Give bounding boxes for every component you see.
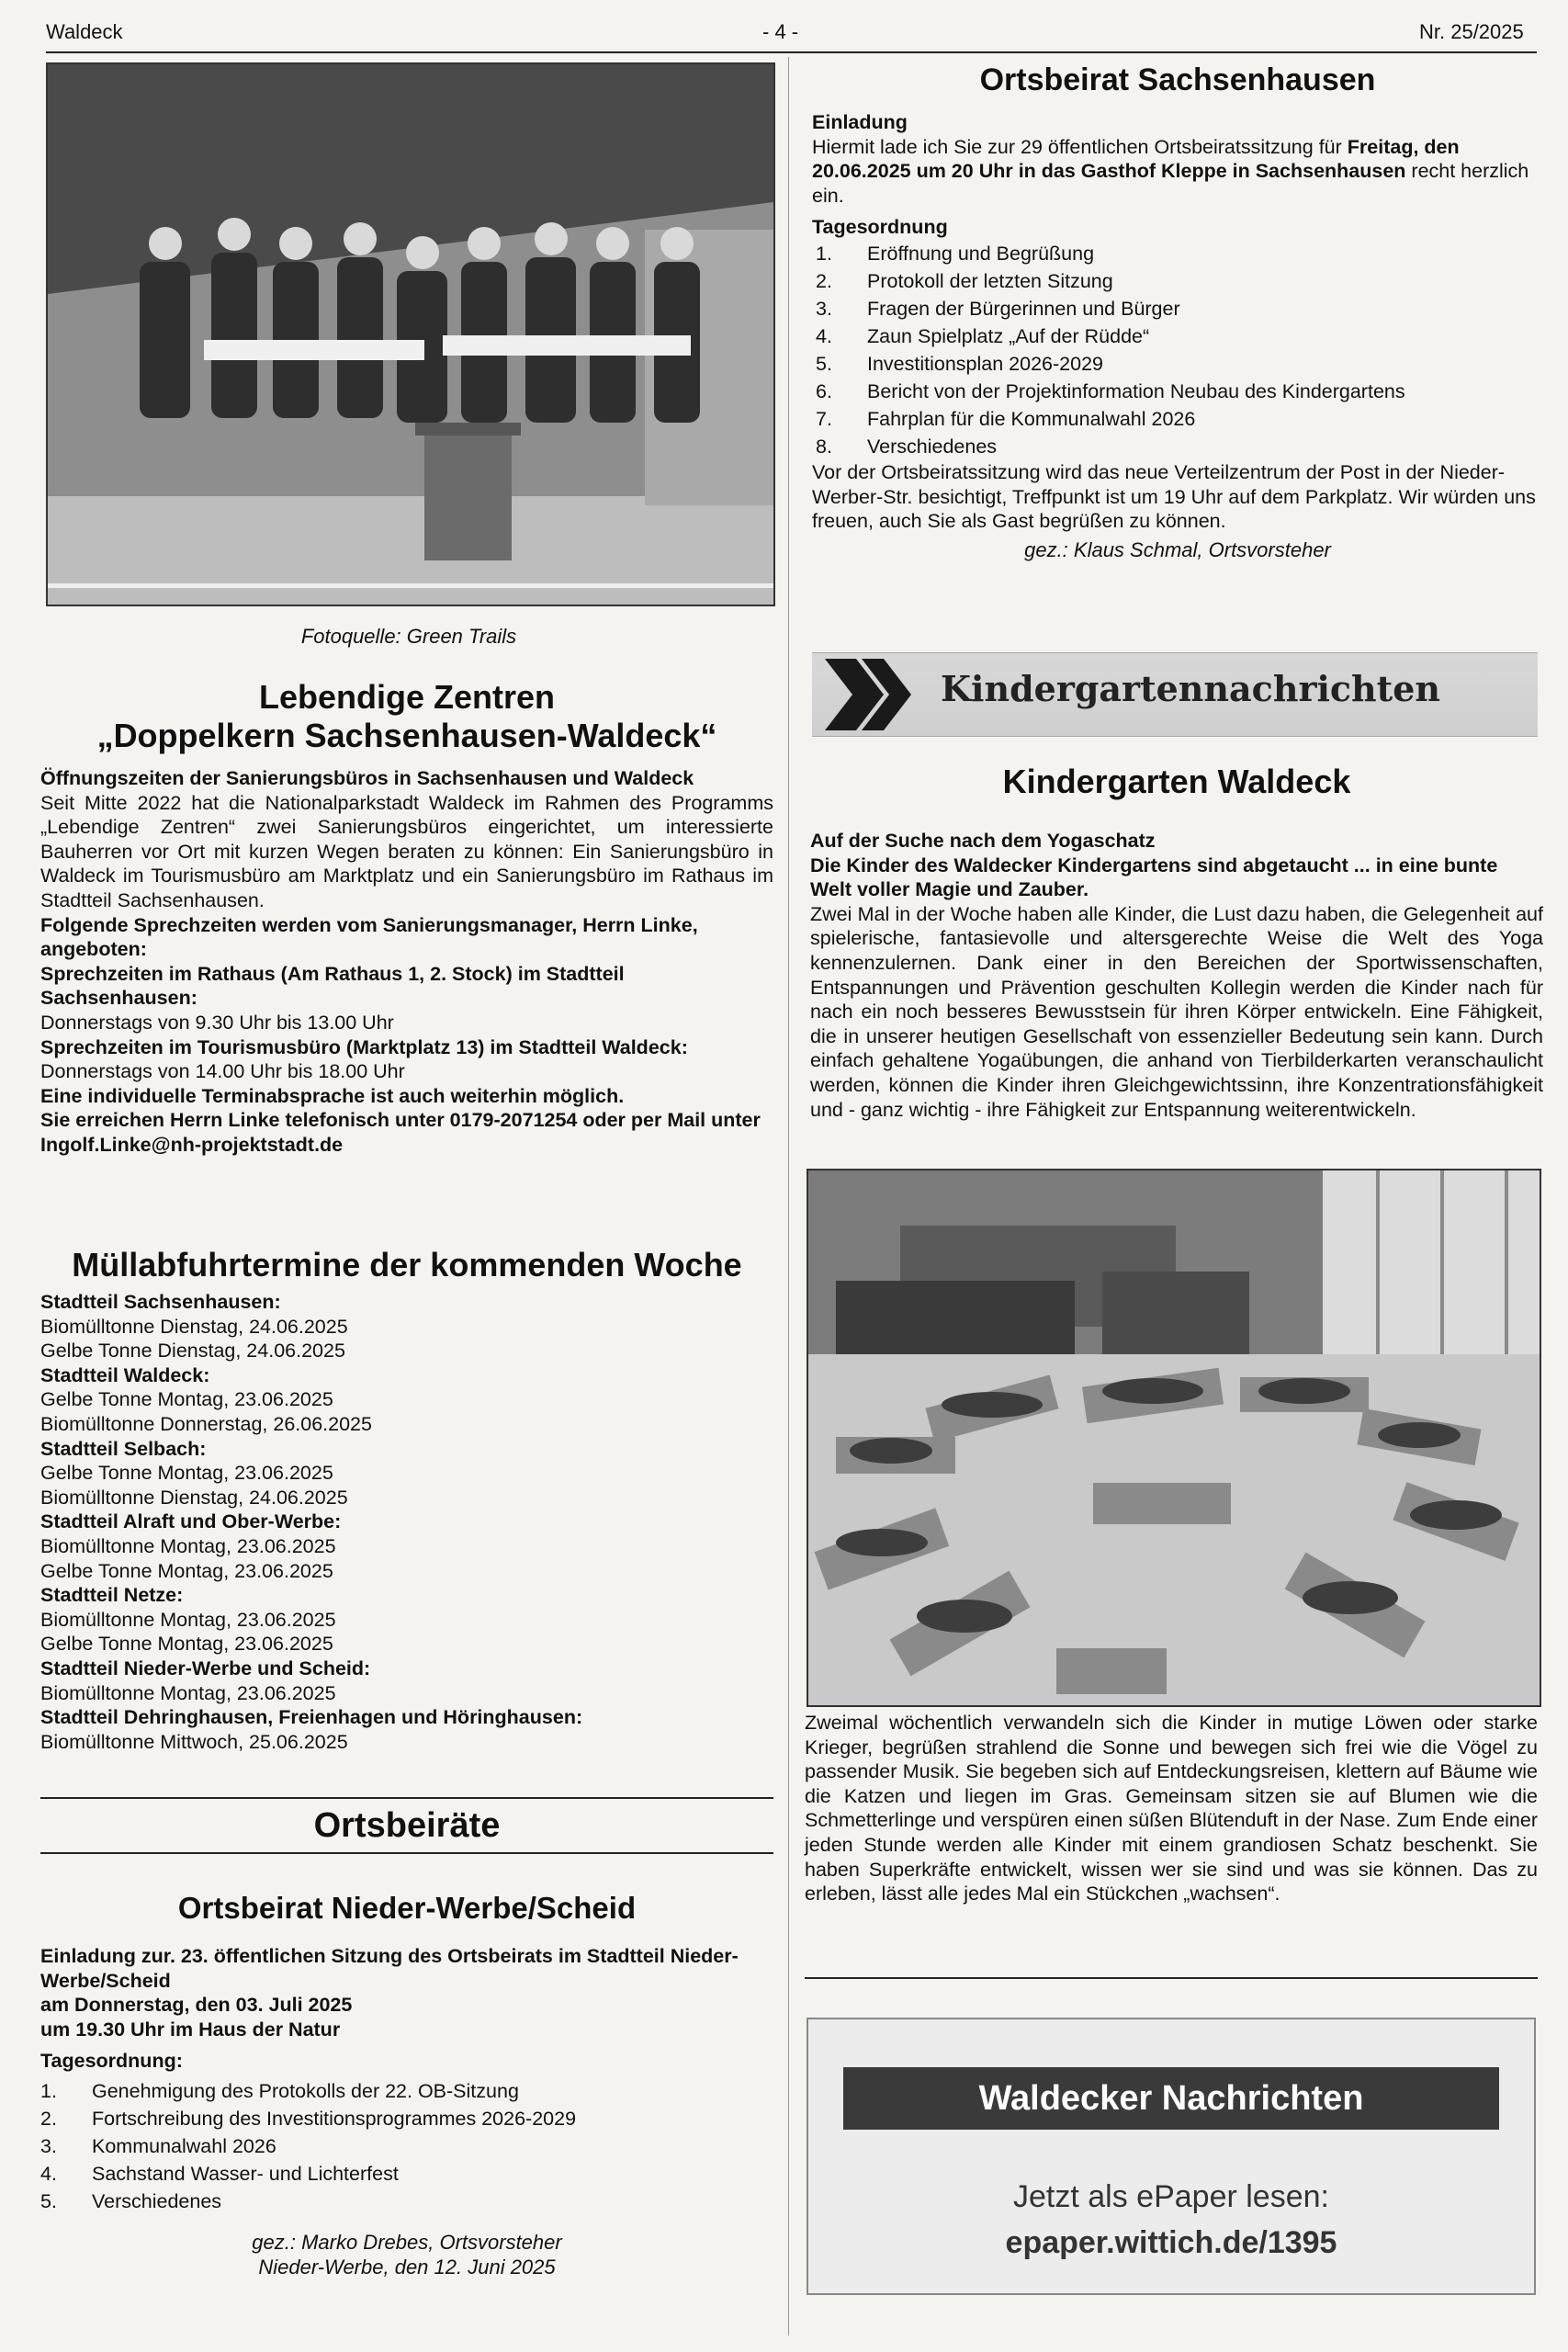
sachsenhausen-agenda-item-number: 5.	[816, 352, 832, 375]
zentren-body: Seit Mitte 2022 hat die Nationalparkstadt Waldeck im Rahmen des Programms „Lebendige Zentren“ zwei Sanierungsbüros eingerichtet, um interessierte Bauherren vor Ort mit kurzen Wegen beraten zu können: Ein Sanierungsbüro in Waldeck im Tourismusbüro am Marktplatz und ein Sanierungsbüro im Rathaus im Stadtteil Sachsenhausen.	[40, 791, 773, 911]
muell-date-line: Gelbe Tonne Montag, 23.06.2025	[40, 1559, 333, 1582]
nw-invite-1: Einladung zur. 23. öffentlichen Sitzung des Ortsbeirats im Stadtteil Nieder-Werbe/Scheid	[40, 1945, 739, 1992]
sachsenhausen-title: Ortsbeirat Sachsenhausen	[979, 62, 1376, 97]
nw-agenda-label: Tagesordnung:	[40, 2050, 183, 2073]
muell-date-line: Gelbe Tonne Montag, 23.06.2025	[40, 1388, 333, 1411]
epaper-advert-line-1: Jetzt als ePaper lesen:	[1013, 2179, 1329, 2214]
sachsenhausen-agenda-item-text: Fragen der Bürgerinnen und Bürger	[867, 297, 1180, 320]
sachsenhausen-agenda-item	[816, 405, 1543, 433]
muell-district-name: Stadtteil Netze:	[40, 1584, 184, 1607]
kindergarten-banner	[812, 652, 1538, 737]
sachsenhausen-agenda-item	[816, 267, 1543, 295]
ortsbeiraete-title: Ortsbeiräte	[313, 1806, 501, 1845]
zentren-contact: Sie erreichen Herrn Linke telefonisch unter 0179-2071254 oder per Mail unter	[40, 1109, 761, 1132]
muell-date-line: Biomülltonne Montag, 23.06.2025	[40, 1681, 336, 1704]
sachsenhausen-agenda-item-number: 1.	[816, 242, 832, 265]
nw-agenda-item	[40, 2105, 773, 2132]
muell-district-name: Stadtteil Alraft und Ober-Werbe:	[40, 1510, 342, 1533]
sachsenhausen-agenda-item-text: Protokoll der letzten Sitzung	[867, 269, 1113, 292]
sachsenhausen-agenda-item-number: 8.	[816, 435, 832, 458]
sachsenhausen-agenda-item-number: 7.	[816, 407, 832, 430]
muell-date-line: Biomülltonne Mittwoch, 25.06.2025	[40, 1730, 348, 1753]
muell-district-name: Stadtteil Dehringhausen, Freienhagen und Höringhausen:	[40, 1706, 583, 1729]
sachsenhausen-agenda-item-text: Verschiedenes	[867, 435, 998, 458]
muell-date-line: Biomülltonne Donnerstag, 26.06.2025	[40, 1412, 372, 1435]
sachsenhausen-agenda-item	[816, 295, 1543, 322]
yoga-image	[808, 1170, 1540, 1705]
nw-agenda-item	[40, 2077, 773, 2105]
nw-agenda-list	[40, 2077, 773, 2215]
sachsenhausen-agenda-item	[816, 350, 1543, 378]
sachsenhausen-invite-a: Hiermit lade ich Sie zur 29 öffentlichen Ortsbeiratssitzung für	[812, 135, 1348, 158]
sachsenhausen-closing: Vor der Ortsbeiratssitzung wird das neue Verteilzentrum der Post in der Nieder-Werber-Str. besichtigt, Treffpunkt ist um 19 Uhr auf dem Parkplatz. Wir würden uns freuen, auch Sie als Gast begrüßen zu können.	[812, 460, 1536, 533]
nw-agenda-item-text: Genehmigung des Protokolls der 22. OB-Sitzung	[92, 2079, 519, 2102]
nw-agenda-item-number: 5.	[40, 2189, 57, 2212]
section-rule-left	[40, 1797, 773, 1799]
ortsbeiraete-section	[40, 1806, 773, 2279]
zentren-individual: Eine individuelle Terminabsprache ist auch weiterhin möglich.	[40, 1084, 625, 1107]
zentren-sprech-intro: Folgende Sprechzeiten werden vom Sanierungsmanager, Herrn Linke, angeboten:	[40, 913, 698, 961]
muell-district-name: Stadtteil Waldeck:	[40, 1363, 210, 1386]
kindergarten-body-2: Zweimal wöchentlich verwandeln sich die Kinder in mutige Löwen oder starke Krieger, begrüßen strahlend die Sonne und bewegen sich frei wie die Vögel zu passender Musik. Sie begeben sich auf Entdeckungsreisen, klettern auf Bäume wie die Katzen und liegen im Gras. Gemeinsam sitzen sie auf Blumen wie die Schmetterlinge und verspüren einen süßen Blütenduft in der Nase. Zum Ende einer jeden Stunde werden alle Kinder mit einem grandiosen Schatz beschenkt. Sie haben Superkräfte entwickelt, wissen wer sie sind und was sie können. Das zu erleben, lässt alle jedes Mal ein Stückchen „wachsen“.	[805, 1712, 1538, 1905]
kindergarten-lead-2: Die Kinder des Waldecker Kindergartens sind abgetaucht ... in eine bunte Welt voller Magie und Zauber.	[810, 854, 1498, 901]
muell-date-line: Gelbe Tonne Dienstag, 24.06.2025	[40, 1340, 345, 1363]
epaper-advert-link[interactable]: epaper.wittich.de/1395	[1005, 2225, 1337, 2260]
nw-agenda-item-text: Sachstand Wasser- und Lichterfest	[92, 2162, 399, 2185]
zentren-email-link[interactable]: Ingolf.Linke@nh-projektstadt.de	[40, 1133, 344, 1156]
zentren-lead: Öffnungszeiten der Sanierungsbüros in Sachsenhausen und Waldeck	[40, 767, 694, 789]
nw-title: Ortsbeirat Nieder-Werbe/Scheid	[177, 1891, 637, 1925]
sachsenhausen-agenda-item-text: Investitionsplan 2026-2029	[867, 352, 1103, 375]
sachsenhausen-agenda-item-text: Bericht von der Projektinformation Neubau des Kindergartens	[867, 379, 1405, 402]
kindergarten-article-continued	[805, 1711, 1538, 1906]
muell-date-line: Gelbe Tonne Montag, 23.06.2025	[40, 1462, 333, 1485]
zentren-title-2: „Doppelkern Sachsenhausen-Waldeck“	[96, 717, 717, 754]
sachsenhausen-agenda-item	[816, 378, 1543, 405]
ribbon-cutting-photo	[46, 62, 775, 606]
nw-agenda-item-number: 4.	[40, 2162, 57, 2185]
sachsenhausen-agenda-item-text: Fahrplan für die Kommunalwahl 2026	[867, 407, 1196, 430]
nw-agenda-item-text: Verschiedenes	[92, 2189, 222, 2212]
kindergarten-body: Zwei Mal in der Woche haben alle Kinder, die Lust dazu haben, die Gelegenheit auf spielerische, fantasievolle und altersgerechte Weise die Welt des Yoga kennenzulernen. Dank einer in den Bereichen der Sportwissenschaften, Entspannungen und Prävention geschulten Kollegin werden die Kinder nach für nach ein noch besseres Bewusstsein für ihren Körper entwickeln. Eine Fähigkeit, die in unserer heutigen Gesellschaft von essenzieller Bedeutung sein kann. Durch einfach gehaltene Yogaübungen, die anhand von Tierbilderkarten veranschaulicht werden, können die Kinder ihren Gleichgewichtssinn, ihre Konzentrationsfähigkeit und - ganz wichtig - ihre Fähigkeit zur Entspannung weiterentwickeln.	[810, 902, 1543, 1121]
nw-signature-date: Nieder-Werbe, den 12. Juni 2025	[258, 2255, 556, 2278]
muell-district-name: Stadtteil Sachsenhausen:	[40, 1291, 281, 1313]
nw-agenda-item-text: Fortschreibung des Investitionsprogrammes 2026-2029	[92, 2107, 577, 2130]
nw-invite-3: um 19.30 Uhr im Haus der Natur	[40, 2018, 341, 2041]
epaper-advert[interactable]	[807, 2018, 1536, 2295]
muell-district-list	[40, 1290, 773, 1754]
zentren-title-1: Lebendige Zentren	[258, 678, 556, 716]
sachsenhausen-invite-c: recht herzlich ein.	[812, 160, 1529, 207]
sachsenhausen-agenda-item-text: Zaun Spielplatz „Auf der Rüdde“	[867, 324, 1150, 347]
nw-signature: gez.: Marko Drebes, Ortsvorsteher	[252, 2230, 562, 2254]
ribbon-cutting-image	[48, 64, 773, 605]
sachsenhausen-agenda-item-number: 3.	[816, 297, 832, 320]
muell-title: Müllabfuhrtermine der kommenden Woche	[72, 1246, 742, 1283]
epaper-advert-bar: Waldecker Nachrichten	[843, 2067, 1499, 2130]
nw-agenda-item-number: 2.	[40, 2107, 57, 2130]
double-chevron-icon	[819, 653, 920, 736]
zentren-rathaus-time: Donnerstags von 9.30 Uhr bis 13.00 Uhr	[40, 1011, 394, 1034]
sachsenhausen-agenda-item-number: 4.	[816, 324, 832, 347]
sachsenhausen-agenda-item-number: 2.	[816, 269, 832, 292]
zentren-rathaus-head: Sprechzeiten im Rathaus (Am Rathaus 1, 2. Stock) im Stadtteil Sachsenhausen:	[40, 962, 625, 1010]
muell-date-line: Biomülltonne Montag, 23.06.2025	[40, 1608, 336, 1631]
sachsenhausen-agenda-item-text: Eröffnung und Begrüßung	[867, 242, 1095, 265]
sachsenhausen-invite	[812, 135, 1543, 209]
muell-date-line: Gelbe Tonne Montag, 23.06.2025	[40, 1633, 333, 1656]
photo-caption: Fotoquelle: Green Trails	[300, 625, 517, 648]
column-divider	[788, 57, 789, 2335]
muell-date-line: Biomülltonne Montag, 23.06.2025	[40, 1534, 336, 1557]
sachsenhausen-agenda-item	[816, 322, 1543, 350]
sachsenhausen-agenda-list	[816, 240, 1543, 460]
zentren-tourismus-head: Sprechzeiten im Tourismusbüro (Marktplatz 13) im Stadtteil Waldeck:	[40, 1035, 688, 1058]
ortsbeiraete-underline	[40, 1852, 773, 1854]
sachsenhausen-article	[812, 61, 1543, 562]
muell-article	[40, 1246, 773, 1754]
header-page-number: - 4 -	[762, 20, 799, 43]
header-rule	[46, 51, 1537, 53]
section-rule-right	[805, 1977, 1538, 1979]
nw-agenda-item	[40, 2160, 773, 2188]
nw-agenda-item-number: 1.	[40, 2079, 57, 2102]
muell-date-line: Biomülltonne Dienstag, 24.06.2025	[40, 1315, 348, 1338]
muell-district-name: Stadtteil Selbach:	[40, 1437, 207, 1460]
sachsenhausen-agenda-item-number: 6.	[816, 379, 832, 402]
sachsenhausen-agenda-item	[816, 240, 1543, 267]
muell-district-name: Stadtteil Nieder-Werbe und Scheid:	[40, 1657, 371, 1679]
kindergarten-banner-title: Kindergartennachrichten	[941, 668, 1441, 709]
muell-date-line: Biomülltonne Dienstag, 24.06.2025	[40, 1486, 348, 1509]
header-issue: Nr. 25/2025	[1419, 20, 1524, 43]
nw-agenda-item-number: 3.	[40, 2134, 57, 2157]
zentren-article	[40, 678, 773, 1158]
nw-agenda-item	[40, 2132, 773, 2160]
yoga-photo	[807, 1169, 1541, 1707]
sachsenhausen-signature: gez.: Klaus Schmal, Ortsvorsteher	[1024, 537, 1331, 561]
nw-agenda-item	[40, 2188, 773, 2215]
nw-agenda-item-text: Kommunalwahl 2026	[92, 2134, 276, 2157]
sachsenhausen-label: Einladung	[812, 111, 908, 133]
header-left: Waldeck	[46, 20, 123, 43]
sachsenhausen-agenda-item	[816, 433, 1543, 460]
kindergarten-title: Kindergarten Waldeck	[1002, 763, 1351, 800]
zentren-tourismus-time: Donnerstags von 14.00 Uhr bis 18.00 Uhr	[40, 1060, 405, 1083]
sachsenhausen-agenda-label: Tagesordnung	[812, 216, 948, 239]
kindergarten-article	[810, 763, 1543, 1122]
sachsenhausen-invite-b: Freitag, den 20.06.2025 um 20 Uhr in das Gasthof Kleppe in Sachsenhausen	[812, 135, 1460, 183]
nw-invite-2: am Donnerstag, den 03. Juli 2025	[40, 1994, 353, 2017]
kindergarten-lead-1: Auf der Suche nach dem Yogaschatz	[810, 830, 1156, 852]
